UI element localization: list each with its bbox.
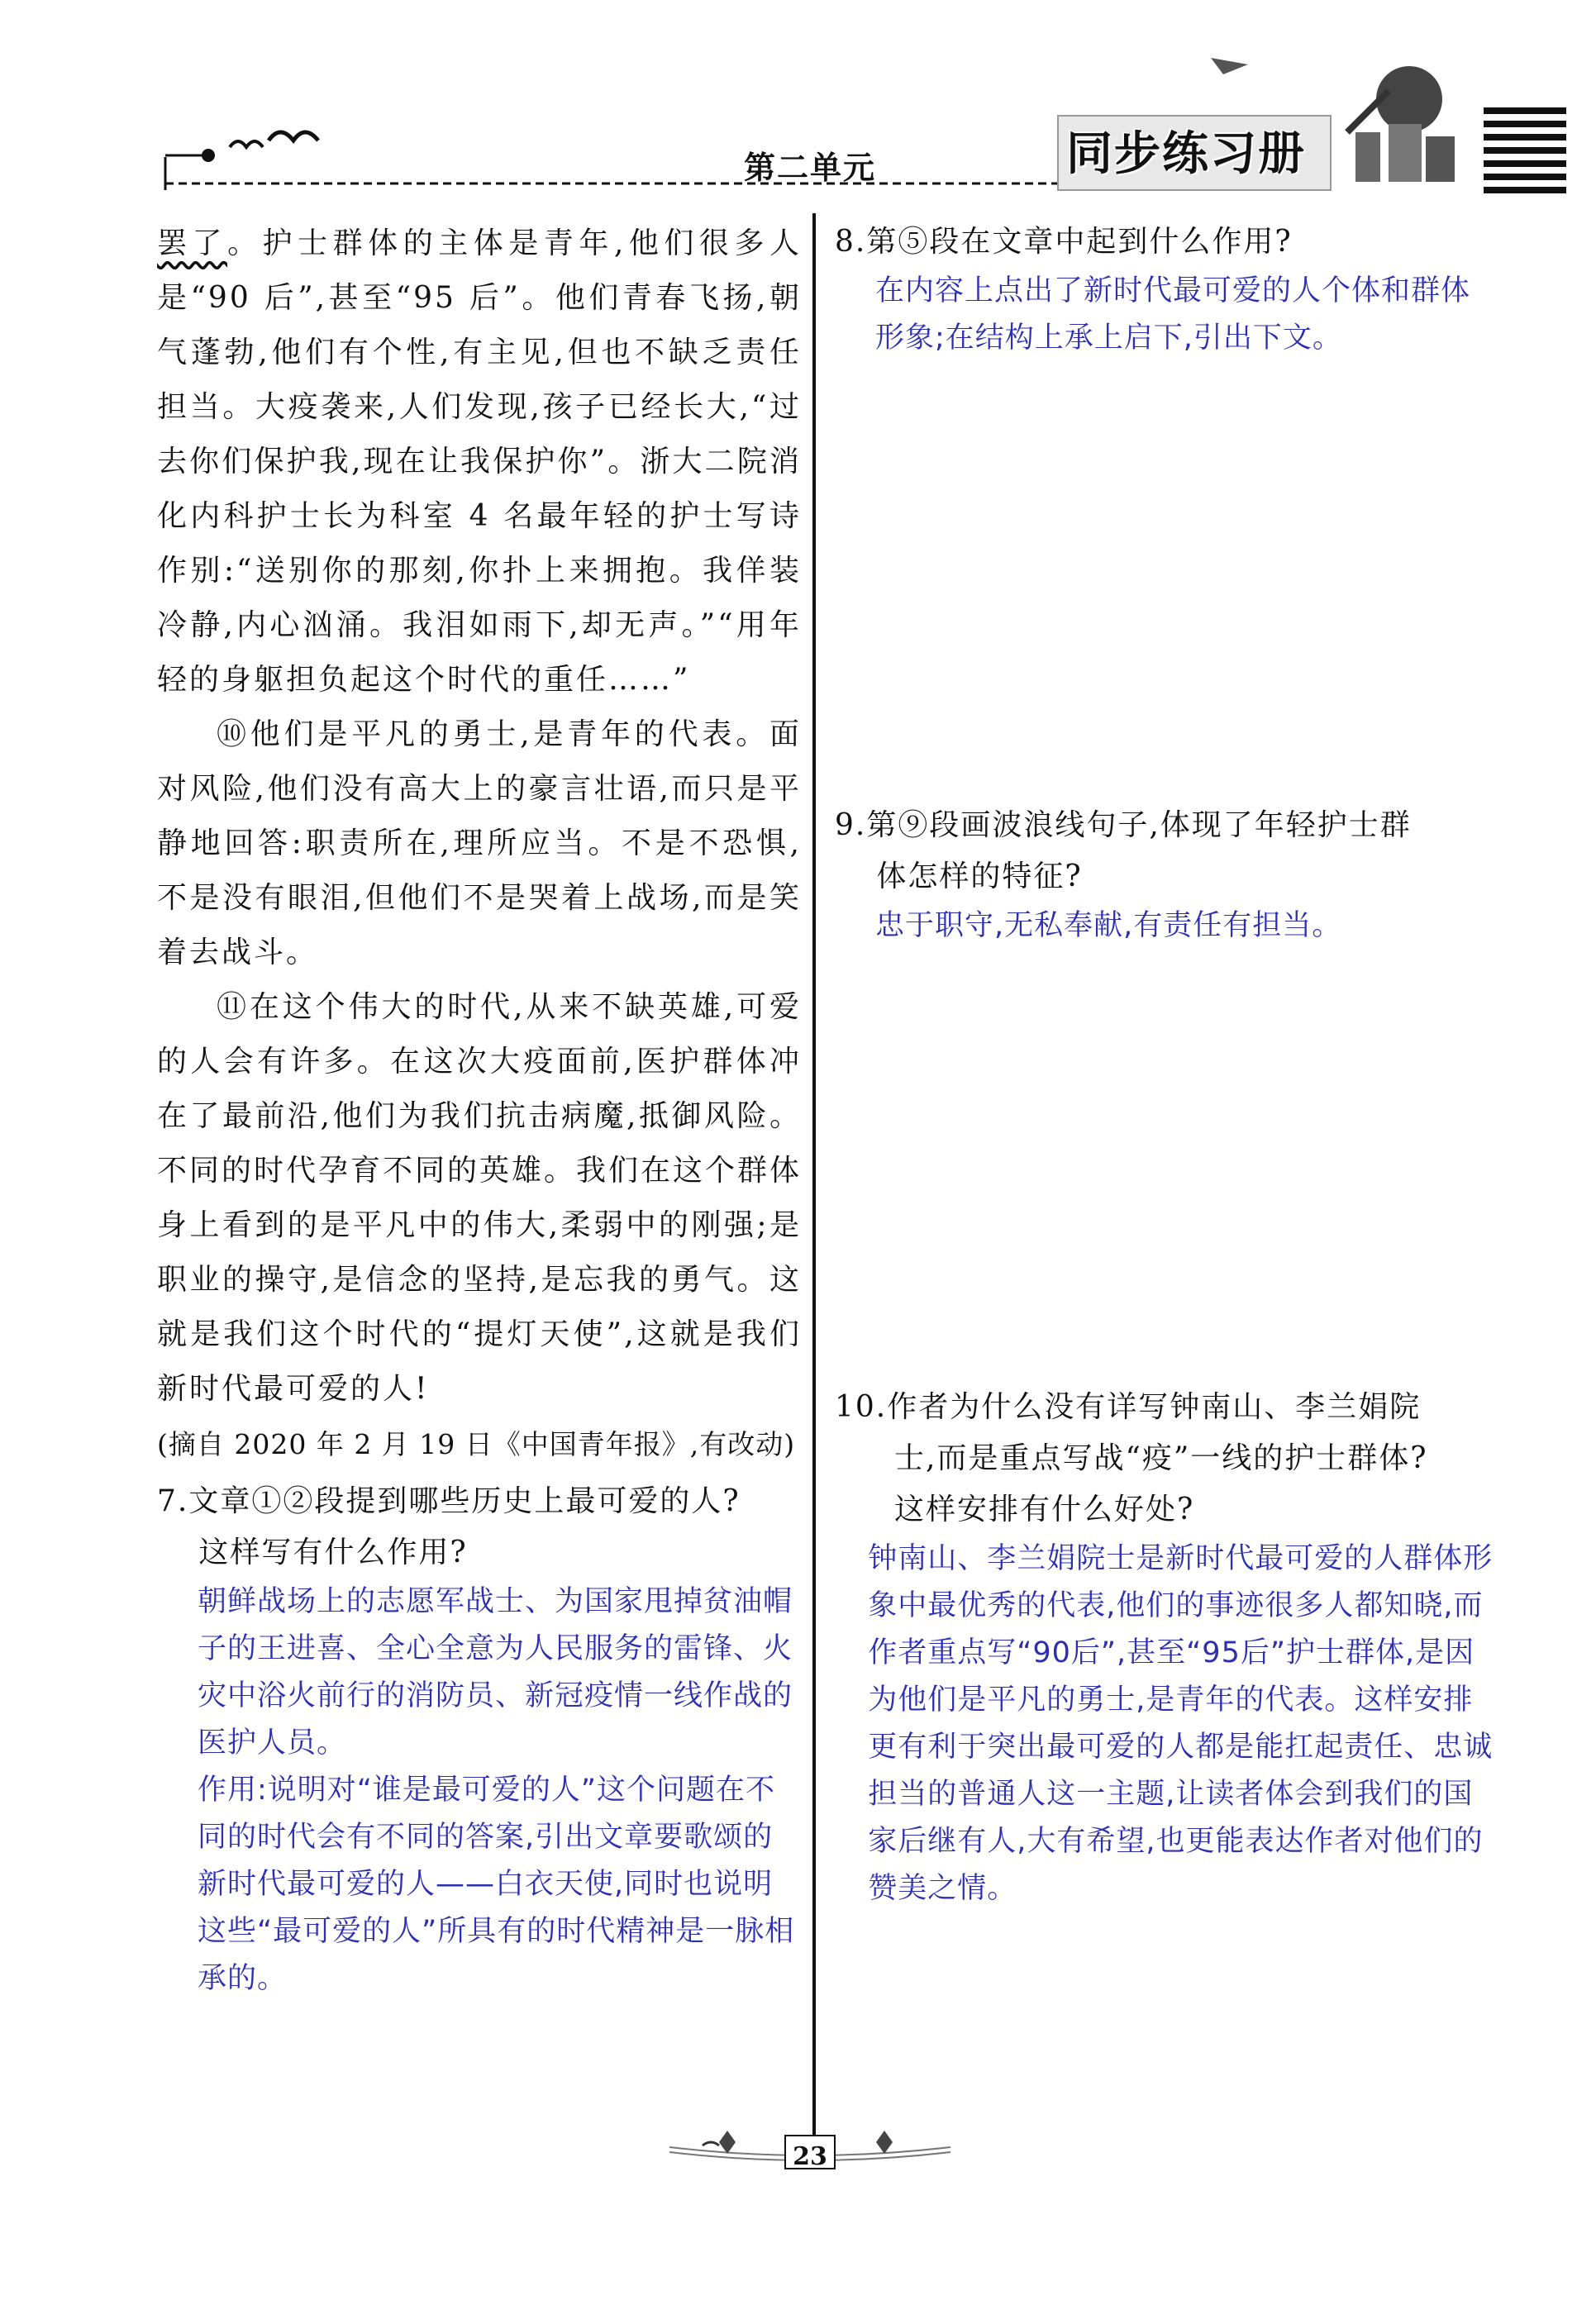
unit-title: 第二单元 (743, 150, 876, 186)
question-7-answer-effect: 作用:说明对“谁是最可爱的人”这个问题在不同的时代会有不同的答案,引出文章要歌颂的新时代最可爱的人——白衣天使,同时也说明这些“最可爱的人”所具有的时代精神是一脉相承的。 (198, 1774, 795, 1995)
paragraph-9-continuation (157, 217, 802, 707)
question-7-line1: 7.文章①②段提到哪些历史上最可爱的人? (157, 1484, 741, 1518)
column-divider (812, 213, 816, 2147)
book-title: 同步练习册 (1066, 126, 1306, 181)
question-8-text: 8.第⑤段在文章中起到什么作用? (835, 225, 1293, 259)
question-9-line2: 体怎样的特征? (876, 860, 1083, 893)
question-10 (835, 1382, 1496, 1912)
source-citation: (摘自 2020 年 2 月 19 日《中国青年报》,有改动) (157, 1428, 796, 1460)
question-10-line2: 士,而是重点写战“疫”一线的护士群体? (894, 1441, 1428, 1475)
questions-column (835, 217, 1496, 1905)
pinwheel-icon (876, 2131, 893, 2154)
page-number: 23 (793, 2142, 827, 2171)
question-9 (835, 800, 1496, 950)
paragraph-10: ⑩他们是平凡的勇士,是青年的代表。面对风险,他们没有高大上的豪言壮语,而只是平静地回答:职责所在,理所应当。不是不恐惧,不是没有眼泪,但他们不是哭着上战场,而是笑着去战斗。 (157, 717, 802, 969)
question-7-answer-list: 朝鲜战场上的志愿军战士、为国家甩掉贫油帽子的王进喜、全心全意为人民服务的雷锋、火灾中浴火前行的消防员、新冠疫情一线作战的医护人员。 (198, 1585, 793, 1760)
question-7 (157, 1476, 802, 2003)
question-8 (835, 217, 1496, 362)
paragraph-11: ⑪在这个伟大的时代,从来不缺英雄,可爱的人会有许多。在这次大疫面前,医护群体冲在了最前沿,他们为我们抗击病魔,抵御风险。不同的时代孕育不同的英雄。我们在这个群体身上看到的是平凡中的伟大,柔弱中的刚强;是职业的操守,是信念的坚持,是忘我的勇气。这就是我们这个时代的“提灯天使”,这就是我们新时代最可爱的人! (157, 990, 803, 1406)
question-8-answer: 在内容上点出了新时代最可爱的人个体和群体形象;在结构上承上启下,引出下文。 (875, 274, 1471, 355)
question-10-line1: 10.作者为什么没有详写钟南山、李兰娟院 (835, 1390, 1422, 1424)
wavy-underlined-text: 罢了 (157, 226, 228, 260)
page-header (0, 0, 1596, 215)
reading-passage (157, 217, 802, 2003)
globe-icon (1376, 66, 1442, 132)
question-7-line2: 这样写有什么作用? (198, 1536, 468, 1569)
question-9-line1: 9.第⑨段画波浪线句子,体现了年轻护士群 (835, 808, 1412, 842)
paper-plane-icon (1211, 58, 1248, 74)
question-10-answer: 钟南山、李兰娟院士是新时代最可爱的人群体形象中最优秀的代表,他们的事迹很多人都知晓,而作者重点写“90后”,甚至“95后”护士群体,是因为他们是平凡的勇士,是青年的代表。这样安排更有利于突出最可爱的人都是能扛起责任、忠诚担当的普通人这一主题,让读者体会到我们的国家后继有人,大有希望,也更能表达作者对他们的赞美之情。 (868, 1542, 1494, 1905)
bird-icon (703, 2142, 719, 2145)
paragraph-9-text: 。护士群体的主体是青年,他们很多人是“90 后”,甚至“95 后”。他们青春飞扬,朝气蓬勃,他们有个性,有主见,但也不缺乏责任担当。大疫袭来,人们发现,孩子已经长大,“过去你们保护我,现在让我保护你”。浙大二院消化内科护士长为科室 4 名最年轻的护士写诗作别:“送别你的那刻,你扑上来拥抱。我佯装冷静,内心汹涌。我泪如雨下,却无声。”“用年轻的身躯担负起这个时代的重任……” (157, 226, 802, 697)
pinwheel-icon (719, 2131, 736, 2154)
bird-icon (269, 132, 318, 140)
question-10-line3: 这样安排有什么好处? (894, 1493, 1195, 1526)
bird-icon (230, 141, 263, 147)
question-9-answer: 忠于职守,无私奉献,有责任有担当。 (875, 909, 1342, 942)
